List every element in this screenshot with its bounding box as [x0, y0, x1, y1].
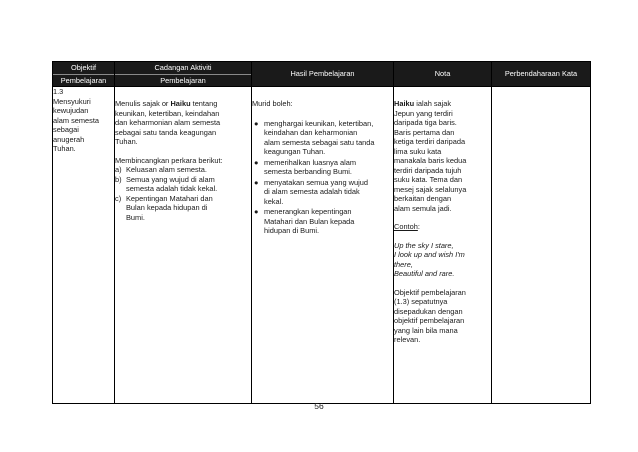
list-marker: a)	[115, 165, 122, 174]
nota-p3-line: disepadukan dengan	[394, 306, 463, 316]
list-item-line: keindahan dan keharmonian	[264, 128, 358, 137]
nota-p3-line: Objektif pembelajaran	[394, 287, 466, 297]
cadangan-p2-line: Membincangkan perkara berikut:	[115, 155, 223, 165]
header-nota: Nota	[394, 62, 492, 87]
syllabus-table	[52, 61, 591, 404]
poem-line	[394, 269, 491, 279]
list-item-line: di alam semesta adalah tidak	[264, 187, 360, 196]
list-item-line: Bumi.	[126, 212, 145, 222]
content-row	[53, 87, 591, 404]
nota-p1-line: Baris pertama dan	[394, 127, 455, 137]
header-cadangan-line1: Cadangan Aktiviti	[115, 62, 251, 75]
nota-p3-line: relevan.	[394, 335, 421, 344]
nota-p1-line: terdiri daripada tujuh	[394, 165, 462, 175]
objektif-line: Tuhan.	[53, 144, 76, 153]
cadangan-cell	[115, 87, 252, 404]
objektif-number: 1.3	[53, 87, 64, 96]
cadangan-p1-line: Tuhan.	[115, 137, 138, 146]
hasil-list	[252, 119, 393, 236]
list-item	[252, 207, 393, 236]
hasil-cell	[252, 87, 394, 404]
list-item	[115, 165, 251, 175]
list-item-line: Keluasan alam semesta.	[126, 165, 207, 174]
nota-p1-line: daripada tiga baris.	[394, 118, 457, 127]
list-item-line: menghargai keunikan, ketertiban,	[264, 118, 374, 128]
bullet-icon: ●	[254, 177, 259, 187]
contoh-colon: :	[417, 222, 420, 231]
nota-p1-line: lima suku kata	[394, 146, 442, 156]
objektif-line: sebagai	[53, 125, 79, 134]
nota-p1-line: suku kata. Tema dan	[394, 175, 463, 184]
header-objektif-line2: Pembelajaran	[60, 75, 107, 85]
nota-p1-line: berkaitan dengan	[394, 194, 452, 203]
cadangan-p1-lead2: tentang	[190, 99, 218, 108]
cadangan-p1-lead: Menulis sajak or	[115, 99, 171, 108]
perbendaharaan-cell	[492, 87, 591, 404]
list-item-line: semesta berbanding Bumi.	[264, 167, 352, 176]
nota-p1-first-rest: ialah sajak	[414, 99, 452, 108]
list-item	[115, 194, 251, 223]
list-item	[252, 119, 393, 157]
cadangan-p1-line: keunikan, ketertiban, keindahan	[115, 108, 220, 118]
poem-line-text: there,	[394, 259, 413, 269]
poem-line-text: Up the sky I stare,	[394, 240, 454, 250]
hasil-intro: Murid boleh:	[252, 99, 293, 108]
nota-p1-line: alam semula jadi.	[394, 203, 452, 213]
cadangan-p1-first-line	[115, 99, 251, 109]
contoh-label: Contoh	[394, 222, 418, 231]
poem-line-text: Beautiful and rare.	[394, 269, 455, 278]
objektif-cell	[53, 87, 115, 404]
header-row	[53, 62, 591, 87]
poem-line	[394, 260, 491, 270]
contoh-heading	[394, 222, 491, 232]
nota-p1-line: Jepun yang terdiri	[394, 108, 453, 118]
haiku-bold: Haiku	[394, 99, 415, 108]
bullet-icon: ●	[254, 118, 259, 128]
header-cadangan	[115, 62, 252, 87]
list-item-line: hidupan di Bumi.	[264, 226, 320, 235]
cadangan-p1-line: dan keharmonian alam semesta	[115, 118, 221, 127]
header-objektif	[53, 62, 115, 87]
list-marker: c)	[115, 193, 122, 203]
cadangan-list	[115, 165, 251, 222]
header-cadangan-line2: Pembelajaran	[160, 75, 206, 85]
list-marker: b)	[115, 174, 122, 184]
list-item-line: alam semesta sebagai satu tanda	[264, 137, 375, 147]
list-item-line: memerihalkan luasnya alam	[264, 157, 357, 167]
poem-line	[394, 241, 491, 251]
objektif-line: anugerah	[53, 134, 85, 144]
list-item-line: kekal.	[264, 196, 284, 206]
nota-p3-line: yang lain bila mana	[394, 325, 458, 335]
poem-line	[394, 250, 491, 260]
list-item	[252, 178, 393, 207]
list-item	[252, 158, 393, 177]
page-number: 56	[314, 401, 324, 411]
list-item-line: Kepentingan Matahari dan	[126, 193, 213, 203]
header-hasil: Hasil Pembelajaran	[252, 62, 394, 87]
list-item-line: keagungan Tuhan.	[264, 147, 326, 156]
nota-cell	[394, 87, 492, 404]
objektif-line: alam semesta	[53, 115, 100, 125]
nota-p3-line: (1.3) sepatutnya	[394, 297, 448, 306]
bullet-icon: ●	[254, 207, 259, 216]
header-perbendaharaan: Perbendaharaan Kata	[492, 62, 591, 87]
objektif-line: Mensyukuri	[53, 96, 91, 106]
cadangan-p1-line: sebagai satu tanda keagungan	[115, 127, 217, 137]
nota-p1-line: ketiga terdiri daripada	[394, 137, 466, 146]
poem-line-text: I look up and wish I'm	[394, 250, 465, 259]
nota-p1-first-line	[394, 99, 491, 109]
list-item-line: Bulan kepada hidupan di	[126, 203, 208, 212]
haiku-bold: Haiku	[170, 99, 191, 108]
nota-p1-line: manakala baris kedua	[394, 156, 467, 165]
list-item-line: menyatakan semua yang wujud	[264, 177, 368, 187]
list-item-line: Semua yang wujud di alam	[126, 174, 215, 184]
bullet-icon: ●	[254, 157, 259, 167]
list-item	[115, 175, 251, 194]
nota-p1-line: mesej sajak selalunya	[394, 184, 467, 194]
nota-p3-line: objektif pembelajaran	[394, 316, 465, 325]
objektif-line: kewujudan	[53, 106, 89, 115]
header-objektif-line1: Objektif	[53, 62, 114, 75]
list-item-line: Matahari dan Bulan kepada	[264, 216, 355, 226]
list-item-line: menerangkan kepentingan	[264, 207, 352, 216]
list-item-line: semesta adalah tidak kekal.	[126, 184, 218, 193]
